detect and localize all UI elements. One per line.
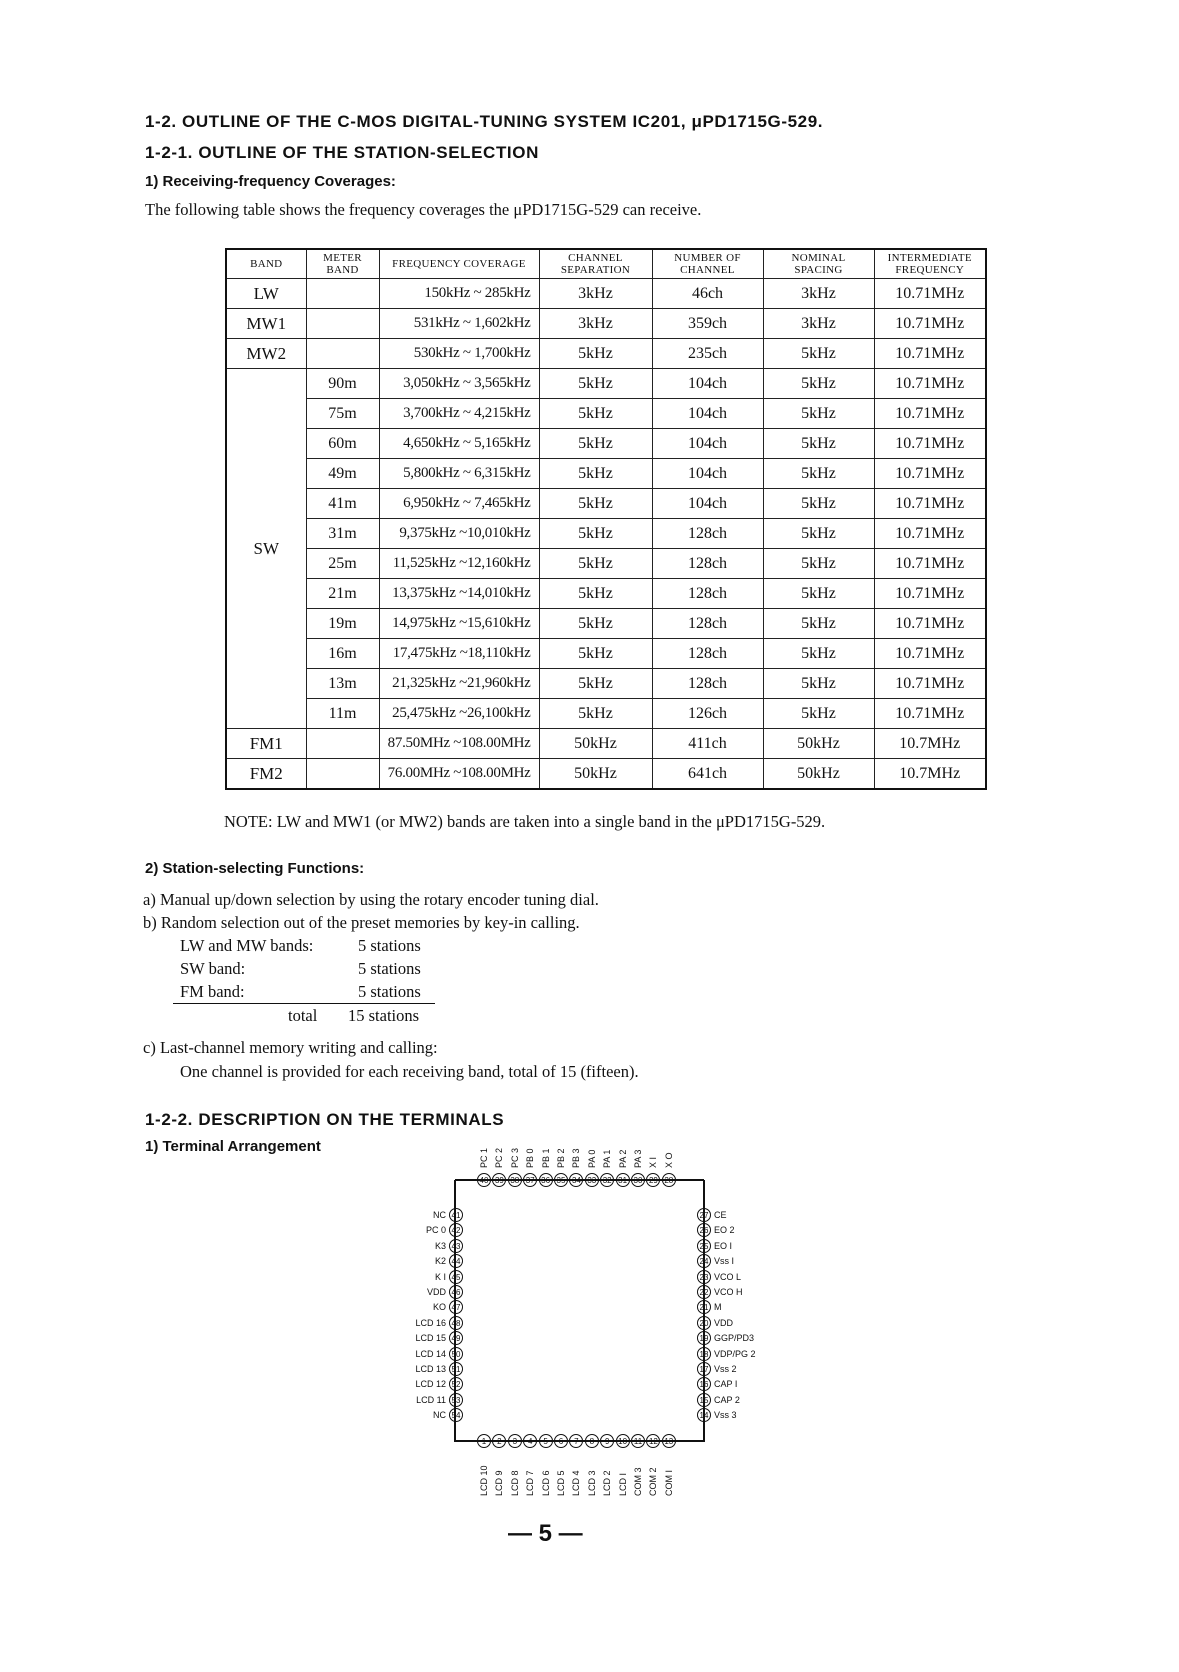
frequency-coverage-cell: 531kHz ~ 1,602kHz	[379, 309, 539, 339]
channel-separation-cell: 5kHz	[539, 639, 652, 669]
nominal-spacing-cell: 5kHz	[763, 639, 874, 669]
pin-label-22: VCO H	[714, 1287, 743, 1297]
preset-value-sw: 5 stations	[358, 959, 421, 978]
table-note: NOTE: LW and MW1 (or MW2) bands are taken into a single band in the μPD1715G-529.	[224, 812, 826, 831]
channel-count-cell: 359ch	[652, 309, 763, 339]
channel-separation-cell: 50kHz	[539, 759, 652, 790]
meter-band-cell: 16m	[306, 639, 379, 669]
pin-label-29: X I	[648, 1156, 659, 1168]
pin-number-45: 45	[449, 1270, 463, 1284]
intermediate-frequency-cell: 10.7MHz	[874, 729, 986, 759]
frequency-coverage-cell: 87.50MHz ~108.00MHz	[379, 729, 539, 759]
preset-label-lw-mw: LW and MW bands:	[180, 936, 314, 955]
terminals-heading: 1-2-2. DESCRIPTION ON THE TERMINALS	[145, 1110, 505, 1129]
meter-band-cell: 13m	[306, 669, 379, 699]
channel-separation-cell: 5kHz	[539, 489, 652, 519]
pin-label-25: EO I	[714, 1240, 733, 1251]
preset-label-fm: FM band:	[180, 982, 245, 1001]
column-header-line: CHANNEL	[680, 264, 735, 276]
section-heading: 1-2. OUTLINE OF THE C-MOS DIGITAL-TUNING SYSTEM IC201, μPD1715G-529.	[145, 112, 824, 131]
band-cell: FM1	[226, 729, 306, 759]
channel-separation-cell: 50kHz	[539, 729, 652, 759]
pin-number-39: 39	[492, 1173, 506, 1187]
channel-separation-cell: 5kHz	[539, 369, 652, 399]
band-cell: MW1	[226, 309, 306, 339]
preset-value-lw-mw: 5 stations	[358, 936, 421, 955]
frequency-coverage-cell: 150kHz ~ 285kHz	[379, 279, 539, 309]
nominal-spacing-cell: 5kHz	[763, 489, 874, 519]
nominal-spacing-cell: 5kHz	[763, 669, 874, 699]
pin-number-34: 34	[569, 1173, 583, 1187]
pin-label-11: COM 3	[633, 1467, 643, 1496]
pin-number-29: 29	[646, 1173, 660, 1187]
intermediate-frequency-cell: 10.71MHz	[874, 399, 986, 429]
frequency-coverage-cell: 6,950kHz ~ 7,465kHz	[379, 489, 539, 519]
intro-text: The following table shows the frequency coverages the μPD1715G-529 can receive.	[145, 200, 702, 219]
channel-count-cell: 128ch	[652, 669, 763, 699]
pin-number-31: 31	[616, 1173, 630, 1187]
pin-label-45: K I	[434, 1271, 446, 1282]
column-header-line: BAND	[326, 264, 359, 276]
pin-label-39: PC 2	[494, 1147, 505, 1168]
pin-label-52: LCD 12	[415, 1379, 446, 1390]
pin-number-36: 36	[539, 1173, 553, 1187]
meter-band-cell: 19m	[306, 609, 379, 639]
meter-band-cell: 60m	[306, 429, 379, 459]
channel-count-cell: 128ch	[652, 609, 763, 639]
pin-number-35: 35	[554, 1173, 568, 1187]
channel-separation-cell: 5kHz	[539, 459, 652, 489]
pin-label-43: K3	[434, 1240, 446, 1251]
column-header-line: NOMINAL	[791, 252, 846, 264]
frequency-coverage-cell: 4,650kHz ~ 5,165kHz	[379, 429, 539, 459]
channel-count-cell: 46ch	[652, 279, 763, 309]
column-header-line: NUMBER OF	[674, 252, 741, 264]
preset-value-fm: 5 stations	[358, 982, 421, 1001]
nominal-spacing-cell: 5kHz	[763, 369, 874, 399]
pin-number-10: 10	[616, 1434, 630, 1448]
pin-number-37: 37	[523, 1173, 537, 1187]
meter-band-cell: 41m	[306, 489, 379, 519]
pin-number-27: 27	[697, 1208, 711, 1222]
channel-count-cell: 104ch	[652, 429, 763, 459]
nominal-spacing-cell: 5kHz	[763, 339, 874, 369]
channel-count-cell: 104ch	[652, 369, 763, 399]
nominal-spacing-cell: 5kHz	[763, 519, 874, 549]
band-cell-sw: SW	[226, 369, 306, 729]
pin-number-26: 26	[697, 1223, 711, 1237]
coverage-heading: 1) Receiving-frequency Coverages:	[145, 173, 396, 190]
intermediate-frequency-cell: 10.71MHz	[874, 279, 986, 309]
frequency-coverage-cell: 11,525kHz ~12,160kHz	[379, 549, 539, 579]
nominal-spacing-cell: 5kHz	[763, 609, 874, 639]
pin-number-18: 18	[697, 1347, 711, 1361]
pin-number-1: 1	[477, 1434, 491, 1448]
pin-number-46: 46	[449, 1285, 463, 1299]
intermediate-frequency-cell: 10.71MHz	[874, 699, 986, 729]
frequency-coverage-cell: 530kHz ~ 1,700kHz	[379, 339, 539, 369]
preset-label-sw: SW band:	[180, 959, 246, 978]
pin-label-38: PC 3	[509, 1147, 520, 1168]
pin-label-4: LCD 7	[525, 1470, 536, 1496]
pin-label-15: CAP 2	[714, 1394, 740, 1405]
channel-count-cell: 126ch	[652, 699, 763, 729]
frequency-coverage-cell: 3,050kHz ~ 3,565kHz	[379, 369, 539, 399]
channel-separation-cell: 5kHz	[539, 339, 652, 369]
intermediate-frequency-cell: 10.71MHz	[874, 489, 986, 519]
pin-label-7: LCD 4	[571, 1470, 582, 1496]
pin-number-41: 41	[449, 1208, 463, 1222]
channel-separation-cell: 5kHz	[539, 519, 652, 549]
column-header-line: INTERMEDIATE	[887, 252, 972, 264]
function-a: a) Manual up/down selection by using the rotary encoder tuning dial.	[143, 890, 599, 909]
pin-number-38: 38	[508, 1173, 522, 1187]
preset-total-label: total	[288, 1006, 318, 1025]
pin-label-42: PC 0	[425, 1225, 446, 1236]
channel-count-cell: 411ch	[652, 729, 763, 759]
pin-number-9: 9	[600, 1434, 614, 1448]
pin-number-12: 12	[646, 1434, 660, 1448]
pin-label-18: VDP/PG 2	[714, 1348, 756, 1359]
intermediate-frequency-cell: 10.71MHz	[874, 369, 986, 399]
frequency-coverage-cell: 17,475kHz ~18,110kHz	[379, 639, 539, 669]
pin-label-48: LCD 16	[415, 1317, 446, 1328]
pin-label-40: PC 1	[479, 1147, 489, 1168]
pin-label-28: X O	[663, 1152, 674, 1168]
functions-heading: 2) Station-selecting Functions:	[145, 860, 365, 877]
terminal-arrangement-heading: 1) Terminal Arrangement	[145, 1138, 321, 1155]
intermediate-frequency-cell: 10.71MHz	[874, 339, 986, 369]
channel-separation-cell: 5kHz	[539, 399, 652, 429]
pin-label-3: LCD 8	[509, 1470, 520, 1496]
pin-label-53: LCD 11	[416, 1394, 446, 1405]
frequency-coverage-cell: 3,700kHz ~ 4,215kHz	[379, 399, 539, 429]
pin-label-44: K2	[434, 1256, 446, 1267]
channel-separation-cell: 5kHz	[539, 579, 652, 609]
frequency-coverage-cell: 76.00MHz ~108.00MHz	[379, 759, 539, 790]
pin-number-11: 11	[631, 1434, 645, 1448]
pin-label-21: M	[714, 1302, 722, 1313]
pin-label-5: LCD 6	[540, 1470, 551, 1496]
frequency-coverage-cell: 5,800kHz ~ 6,315kHz	[379, 459, 539, 489]
frequency-coverage-cell: 21,325kHz ~21,960kHz	[379, 669, 539, 699]
pin-number-22: 22	[697, 1285, 711, 1299]
nominal-spacing-cell: 5kHz	[763, 399, 874, 429]
channel-separation-cell: 5kHz	[539, 549, 652, 579]
nominal-spacing-cell: 50kHz	[763, 759, 874, 790]
nominal-spacing-cell: 5kHz	[763, 579, 874, 609]
page-number: — 5 —	[508, 1520, 583, 1547]
pin-number-52: 52	[449, 1377, 463, 1391]
nominal-spacing-cell: 50kHz	[763, 729, 874, 759]
pin-label-32: PA 1	[602, 1149, 613, 1168]
pin-number-6: 6	[554, 1434, 568, 1448]
pin-label-51: LCD 13	[415, 1364, 446, 1374]
pin-number-8: 8	[585, 1434, 599, 1448]
pin-label-23: VCO L	[714, 1271, 742, 1282]
pin-label-26: EO 2	[714, 1225, 735, 1236]
pin-label-46: VDD	[426, 1287, 446, 1297]
meter-band-cell: 11m	[306, 699, 379, 729]
meter-band-cell: 90m	[306, 369, 379, 399]
column-header-line: SPACING	[794, 264, 843, 276]
pin-label-9: LCD 2	[602, 1470, 613, 1496]
pin-number-51: 51	[449, 1362, 463, 1376]
channel-count-cell: 235ch	[652, 339, 763, 369]
pin-label-14: Vss 3	[714, 1410, 737, 1421]
pin-label-12: COM 2	[648, 1467, 659, 1496]
pin-label-31: PA 2	[617, 1149, 628, 1168]
intermediate-frequency-cell: 10.71MHz	[874, 669, 986, 699]
pin-number-54: 54	[449, 1408, 463, 1422]
channel-count-cell: 104ch	[652, 459, 763, 489]
pin-label-13: COM I	[663, 1470, 674, 1496]
channel-separation-cell: 5kHz	[539, 669, 652, 699]
pin-number-21: 21	[697, 1300, 711, 1314]
pin-label-37: PB 0	[525, 1148, 536, 1168]
column-header-line: FREQUENCY	[895, 264, 965, 276]
band-cell: FM2	[226, 759, 306, 790]
pin-label-27: CE	[714, 1210, 727, 1220]
channel-count-cell: 104ch	[652, 489, 763, 519]
pin-label-34: PB 3	[571, 1148, 582, 1168]
pin-number-16: 16	[697, 1377, 711, 1391]
meter-band-cell: 31m	[306, 519, 379, 549]
intermediate-frequency-cell: 10.71MHz	[874, 429, 986, 459]
pin-label-10: LCD I	[617, 1472, 628, 1496]
column-header-line: FREQUENCY COVERAGE	[392, 258, 526, 270]
intermediate-frequency-cell: 10.71MHz	[874, 549, 986, 579]
pin-label-30: PA 3	[633, 1149, 643, 1168]
frequency-coverage-cell: 9,375kHz ~10,010kHz	[379, 519, 539, 549]
pin-number-33: 33	[585, 1173, 599, 1187]
pin-number-15: 15	[697, 1393, 711, 1407]
channel-separation-cell: 5kHz	[539, 699, 652, 729]
frequency-coverage-cell: 14,975kHz ~15,610kHz	[379, 609, 539, 639]
pin-number-53: 53	[449, 1393, 463, 1407]
meter-band-cell: 25m	[306, 549, 379, 579]
channel-count-cell: 641ch	[652, 759, 763, 790]
pin-number-48: 48	[449, 1316, 463, 1330]
meter-band-cell: 75m	[306, 399, 379, 429]
channel-count-cell: 128ch	[652, 549, 763, 579]
preset-total-value: 15 stations	[348, 1006, 420, 1025]
meter-band-cell: 49m	[306, 459, 379, 489]
channel-separation-cell: 5kHz	[539, 429, 652, 459]
channel-separation-cell: 5kHz	[539, 609, 652, 639]
pin-number-7: 7	[569, 1434, 583, 1448]
pin-number-24: 24	[697, 1254, 711, 1268]
column-header-line: SEPARATION	[560, 264, 631, 276]
pin-label-20: VDD	[714, 1317, 734, 1328]
intermediate-frequency-cell: 10.71MHz	[874, 309, 986, 339]
channel-count-cell: 128ch	[652, 579, 763, 609]
function-c: c) Last-channel memory writing and calling:	[143, 1038, 438, 1057]
subsection-heading: 1-2-1. OUTLINE OF THE STATION-SELECTION	[145, 143, 539, 162]
pin-label-16: CAP I	[714, 1379, 738, 1390]
pin-label-8: LCD 3	[586, 1470, 597, 1496]
pin-label-17: Vss 2	[714, 1364, 737, 1374]
pin-number-14: 14	[697, 1408, 711, 1422]
pin-label-33: PA 0	[586, 1149, 597, 1168]
channel-separation-cell: 3kHz	[539, 309, 652, 339]
pin-number-17: 17	[697, 1362, 711, 1376]
pin-number-47: 47	[449, 1300, 463, 1314]
pin-label-36: PB 1	[540, 1148, 551, 1168]
pin-number-25: 25	[697, 1239, 711, 1253]
column-header-line: CHANNEL	[568, 252, 623, 264]
pin-number-44: 44	[449, 1254, 463, 1268]
band-cell: MW2	[226, 339, 306, 369]
intermediate-frequency-cell: 10.71MHz	[874, 579, 986, 609]
intermediate-frequency-cell: 10.71MHz	[874, 609, 986, 639]
pin-number-13: 13	[662, 1434, 676, 1448]
channel-count-cell: 128ch	[652, 519, 763, 549]
frequency-coverage-cell: 25,475kHz ~26,100kHz	[379, 699, 539, 729]
pin-label-35: PB 2	[556, 1148, 566, 1168]
pin-label-50: LCD 14	[415, 1348, 446, 1359]
channel-separation-cell: 3kHz	[539, 279, 652, 309]
pin-label-1: LCD 10	[479, 1465, 489, 1496]
pin-number-5: 5	[539, 1434, 553, 1448]
pin-number-43: 43	[449, 1239, 463, 1253]
intermediate-frequency-cell: 10.71MHz	[874, 519, 986, 549]
pin-number-23: 23	[697, 1270, 711, 1284]
intermediate-frequency-cell: 10.7MHz	[874, 759, 986, 790]
function-b: b) Random selection out of the preset memories by key-in calling.	[143, 913, 580, 932]
pin-label-47: KO	[432, 1302, 446, 1313]
pin-label-2: LCD 9	[494, 1470, 505, 1496]
pin-number-3: 3	[508, 1434, 522, 1448]
pin-label-41: NC	[433, 1210, 446, 1220]
pin-number-32: 32	[600, 1173, 614, 1187]
channel-count-cell: 128ch	[652, 639, 763, 669]
pin-label-24: Vss I	[714, 1256, 735, 1267]
meter-band-cell: 21m	[306, 579, 379, 609]
nominal-spacing-cell: 5kHz	[763, 429, 874, 459]
pin-label-54: NC	[433, 1410, 446, 1421]
pin-number-2: 2	[492, 1434, 506, 1448]
nominal-spacing-cell: 5kHz	[763, 699, 874, 729]
nominal-spacing-cell: 5kHz	[763, 459, 874, 489]
pin-label-6: LCD 5	[556, 1470, 566, 1496]
pin-number-4: 4	[523, 1434, 537, 1448]
nominal-spacing-cell: 3kHz	[763, 309, 874, 339]
frequency-coverage-cell: 13,375kHz ~14,010kHz	[379, 579, 539, 609]
column-header-line: BAND	[250, 258, 283, 270]
pin-number-50: 50	[449, 1347, 463, 1361]
pin-number-19: 19	[697, 1331, 711, 1345]
intermediate-frequency-cell: 10.71MHz	[874, 459, 986, 489]
nominal-spacing-cell: 3kHz	[763, 279, 874, 309]
band-cell: LW	[226, 279, 306, 309]
intermediate-frequency-cell: 10.71MHz	[874, 639, 986, 669]
pin-number-40: 40	[477, 1173, 491, 1187]
pin-number-28: 28	[662, 1173, 676, 1187]
pin-label-19: GGP/PD3	[714, 1333, 755, 1344]
pin-number-42: 42	[449, 1223, 463, 1237]
pin-number-20: 20	[697, 1316, 711, 1330]
pin-number-49: 49	[449, 1331, 463, 1345]
nominal-spacing-cell: 5kHz	[763, 549, 874, 579]
pin-label-49: LCD 15	[415, 1333, 446, 1344]
pin-number-30: 30	[631, 1173, 645, 1187]
column-header-line: METER	[323, 252, 362, 264]
function-c-detail: One channel is provided for each receiving band, total of 15 (fifteen).	[180, 1062, 639, 1081]
channel-count-cell: 104ch	[652, 399, 763, 429]
